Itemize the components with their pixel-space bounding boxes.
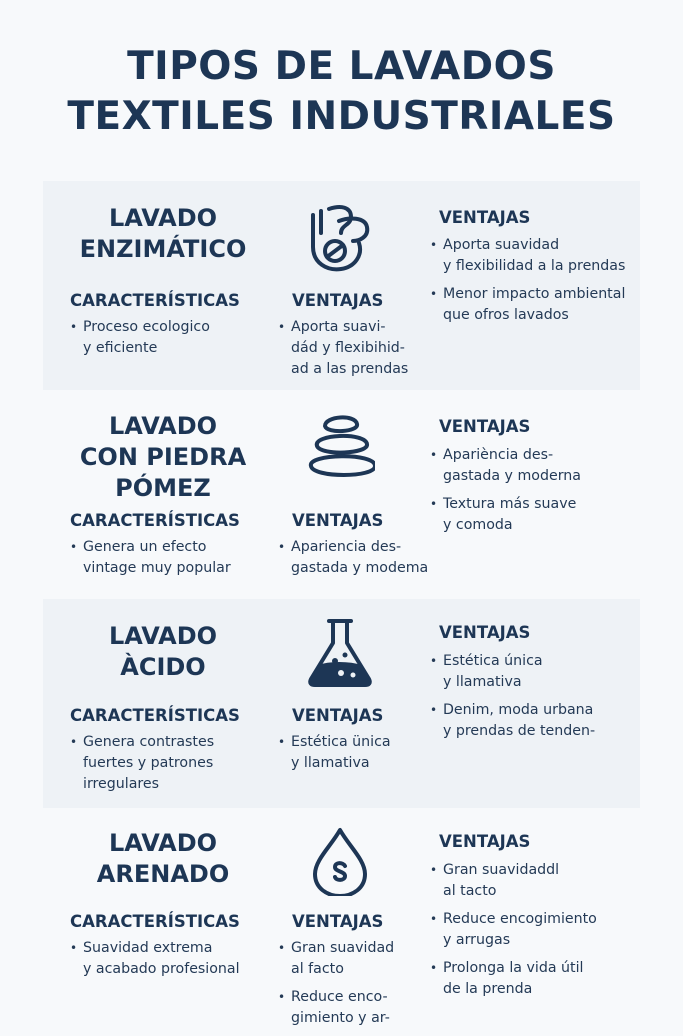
section-heading bbox=[43, 411, 283, 504]
ventajas-mid-list bbox=[278, 537, 438, 579]
ventajas-mid-list bbox=[278, 317, 438, 380]
ventajas-right-label: VENTAJAS bbox=[439, 623, 531, 642]
drop-icon bbox=[305, 826, 375, 896]
caracteristicas-list bbox=[70, 317, 270, 359]
list-item: • Genera contrastes fuertes y patrones irregulares bbox=[70, 732, 270, 795]
ventajas-right-list bbox=[430, 860, 635, 1007]
list-item: • Apariencia des- gastada y modema bbox=[278, 537, 438, 579]
ventajas-mid-label: VENTAJAS bbox=[292, 912, 384, 931]
section-heading bbox=[43, 828, 283, 890]
list-item: • Apariència des- gastada y moderna bbox=[430, 445, 635, 487]
section-heading bbox=[43, 621, 283, 683]
caracteristicas-label: CARACTERÍSTICAS bbox=[70, 912, 240, 931]
list-item: • Gran suavidaddl al tacto bbox=[430, 860, 635, 902]
enzyme-icon bbox=[305, 203, 375, 273]
list-item: • Genera un efecto vintage muy popular bbox=[70, 537, 270, 579]
ventajas-right-list bbox=[430, 235, 635, 333]
section-lavado-enzimatico bbox=[43, 181, 640, 390]
section-lavado-acido bbox=[43, 599, 640, 808]
list-item: • Reduce encogimiento y arrugas bbox=[430, 909, 635, 951]
list-item: • Textura más suave y comoda bbox=[430, 494, 635, 536]
list-item: • Reduce enco- gimiento y ar- bbox=[278, 987, 438, 1029]
ventajas-right-label: VENTAJAS bbox=[439, 208, 531, 227]
heading-line: LAVADO bbox=[108, 829, 218, 857]
list-item: • Aporta suavidad y flexibilidad a la prendas bbox=[430, 235, 635, 277]
caracteristicas-label: CARACTERÍSTICAS bbox=[70, 291, 240, 310]
ventajas-right-label: VENTAJAS bbox=[439, 417, 531, 436]
heading-line: LAVADO bbox=[108, 204, 218, 232]
ventajas-mid-list bbox=[278, 732, 438, 774]
flask-icon bbox=[305, 617, 375, 687]
list-item: • Denim, moda urbana y prendas de tenden- bbox=[430, 700, 635, 742]
heading-line: CON PIEDRA bbox=[79, 443, 247, 471]
heading-line: ENZIMÁTICO bbox=[79, 235, 247, 263]
caracteristicas-label: CARACTERÍSTICAS bbox=[70, 511, 240, 530]
ventajas-mid-label: VENTAJAS bbox=[292, 706, 384, 725]
ventajas-right-list bbox=[430, 651, 635, 749]
heading-line: LAVADO bbox=[108, 412, 218, 440]
title-line-2: TEXTILES INDUSTRIALES bbox=[67, 94, 616, 139]
list-item: • Suavidad extrema y acabado profesional bbox=[70, 938, 280, 980]
list-item: • Estética única y llamativa bbox=[430, 651, 635, 693]
ventajas-mid-label: VENTAJAS bbox=[292, 511, 384, 530]
heading-line: LAVADO bbox=[108, 622, 218, 650]
section-heading bbox=[43, 203, 283, 265]
list-item: • Gran suavidad al facto bbox=[278, 938, 438, 980]
page-title bbox=[0, 42, 683, 142]
list-item: • Prolonga la vida útil de la prenda bbox=[430, 958, 635, 1000]
title-line-1: TIPOS DE LAVADOS bbox=[127, 44, 556, 89]
ventajas-mid-list bbox=[278, 938, 438, 1036]
section-lavado-piedra-pomez bbox=[43, 390, 640, 599]
list-item: • Proceso ecologico y eficiente bbox=[70, 317, 270, 359]
heading-line: ARENADO bbox=[96, 860, 230, 888]
caracteristicas-list bbox=[70, 537, 270, 579]
caracteristicas-list bbox=[70, 732, 270, 795]
caracteristicas-list bbox=[70, 938, 280, 980]
stones-icon bbox=[305, 408, 375, 478]
list-item: • Menor impacto ambiental que ofros lavados bbox=[430, 284, 635, 326]
ventajas-mid-label: VENTAJAS bbox=[292, 291, 384, 310]
list-item: • Aporta suavi- dád y flexibihid- ad a las prendas bbox=[278, 317, 438, 380]
section-lavado-arenado bbox=[43, 808, 640, 1024]
heading-line: ÀCIDO bbox=[120, 653, 206, 681]
heading-line: PÓMEZ bbox=[115, 474, 211, 502]
ventajas-right-label: VENTAJAS bbox=[439, 832, 531, 851]
list-item: • Estética ünica y llamativa bbox=[278, 732, 438, 774]
caracteristicas-label: CARACTERÍSTICAS bbox=[70, 706, 240, 725]
ventajas-right-list bbox=[430, 445, 635, 543]
